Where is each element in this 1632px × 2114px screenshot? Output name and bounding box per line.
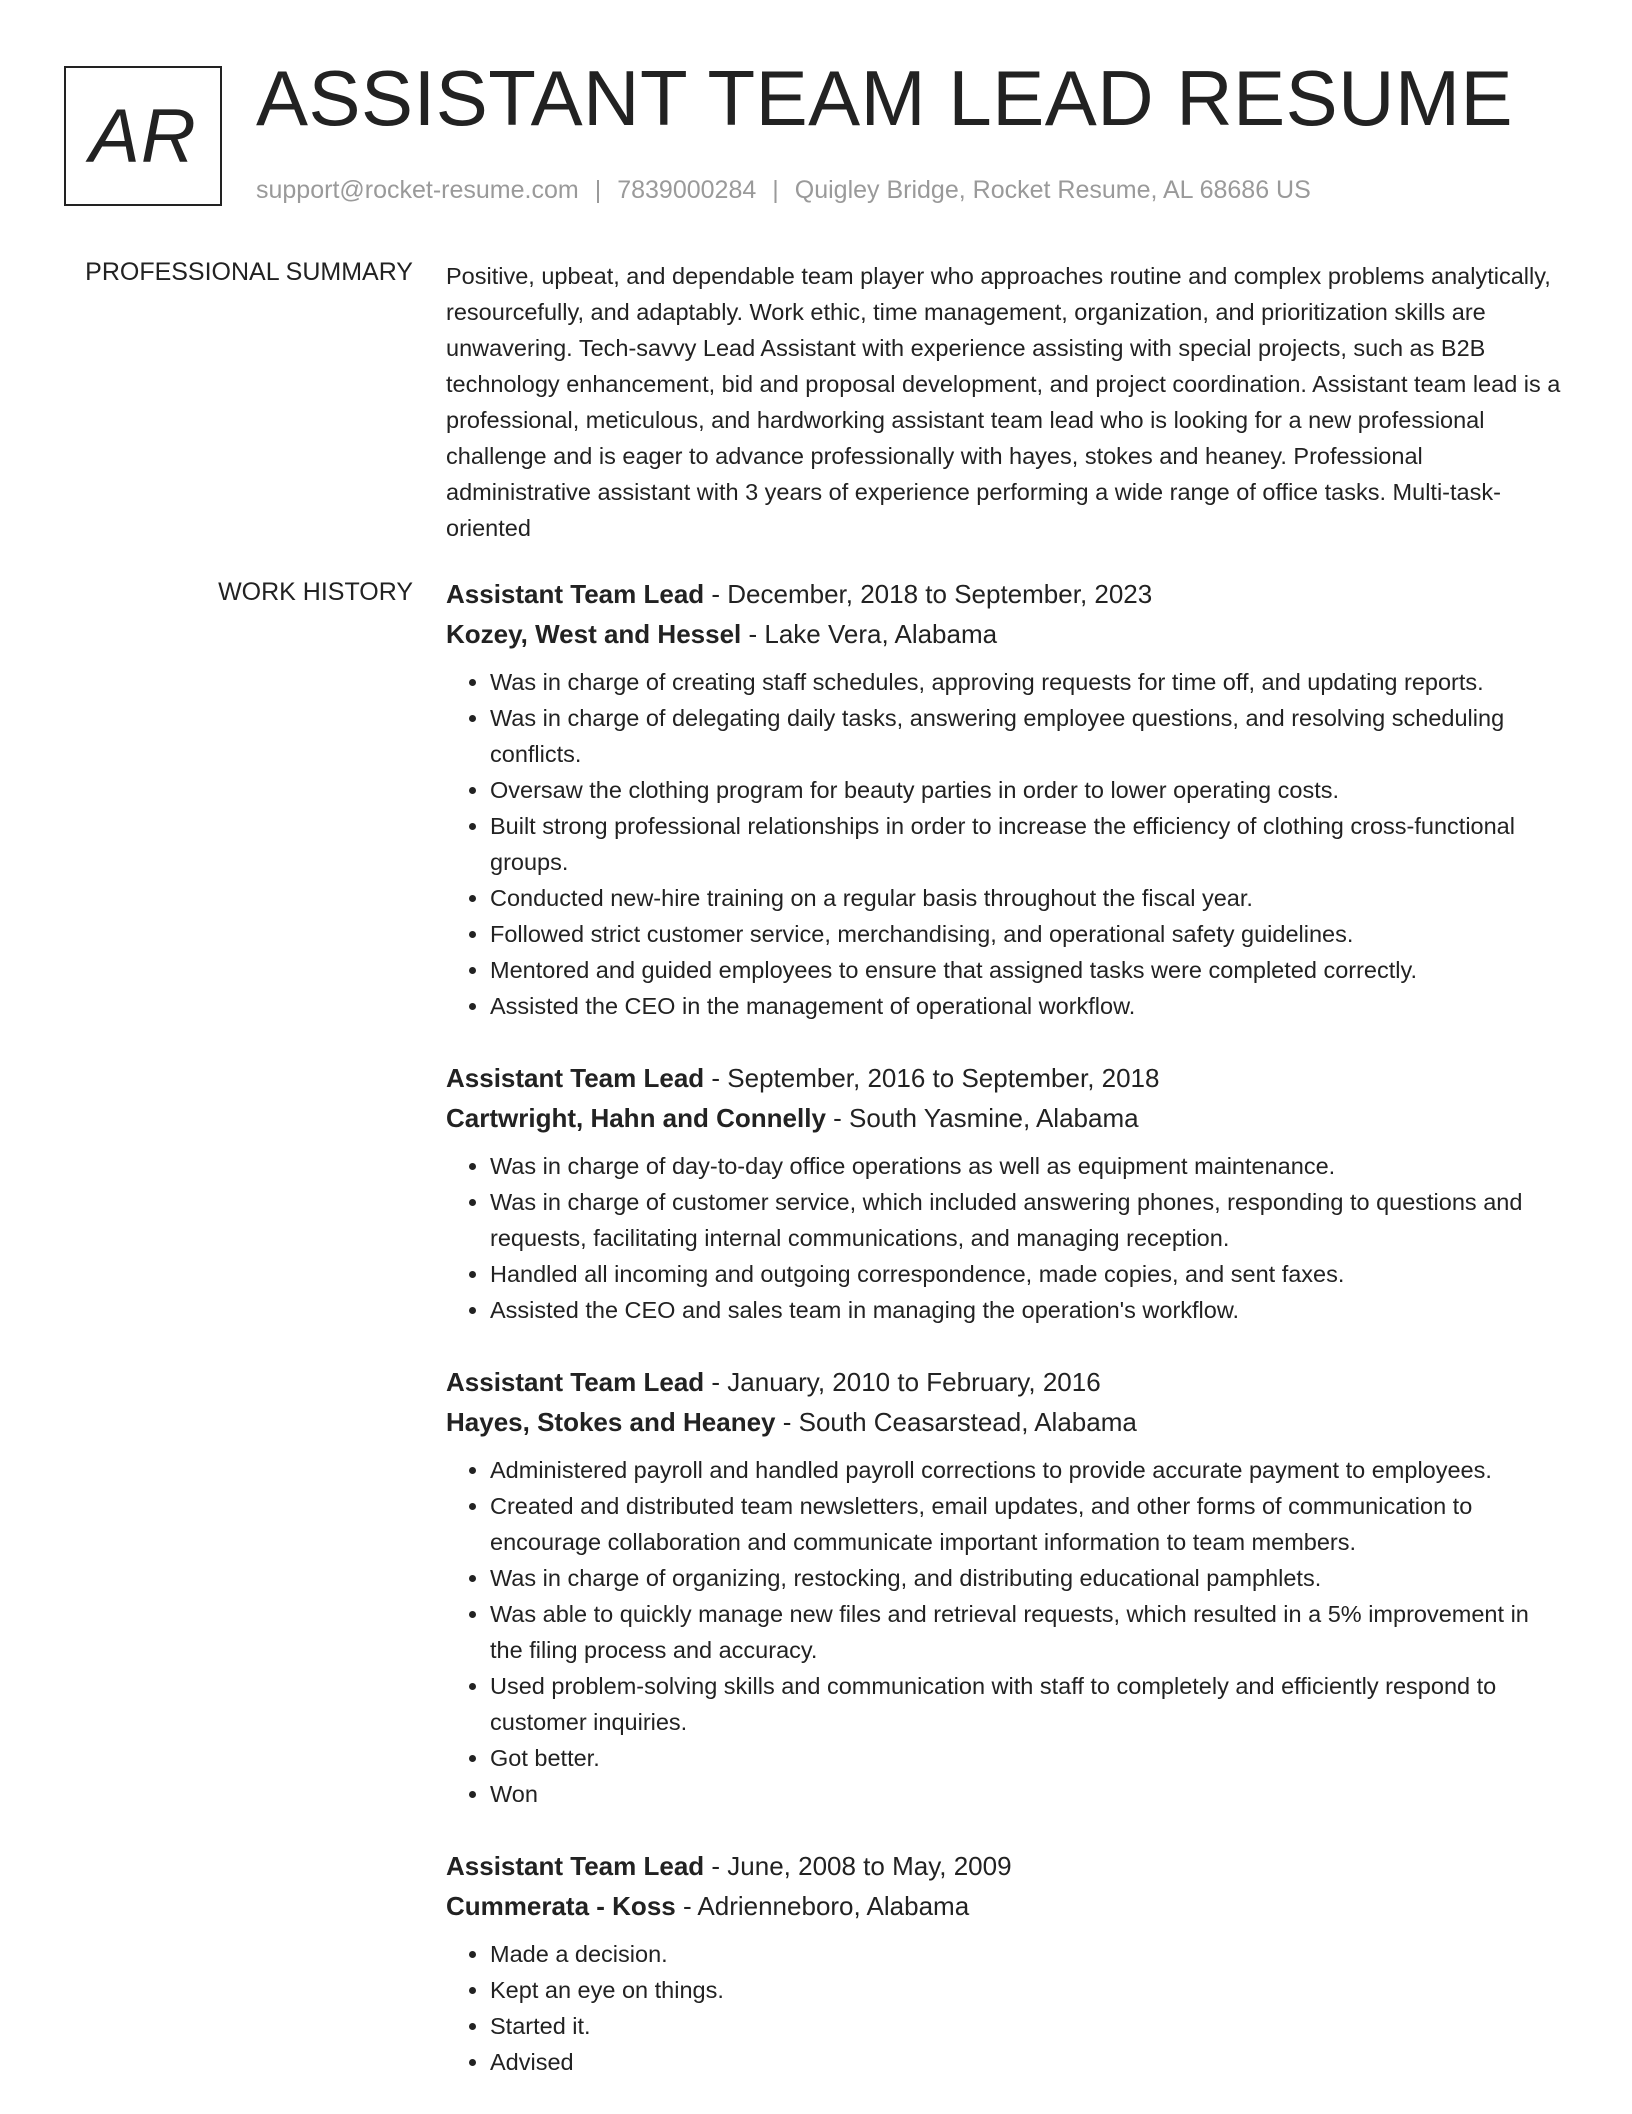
job-title: Assistant Team Lead [446, 1063, 705, 1093]
job-bullet: • Administered payroll and handled payroll corrections to provide accurate payment to employees. [490, 1452, 1564, 1488]
job-title-line [446, 1362, 1564, 1402]
job-location: - Adrienneboro, Alabama [675, 1891, 970, 1921]
job-bullet: • Made a decision. [490, 1936, 1564, 1972]
job-bullet: • Was in charge of organizing, restocking, and distributing educational pamphlets. [490, 1560, 1564, 1596]
job-bullet: • Conducted new-hire training on a regular basis throughout the fiscal year. [490, 880, 1564, 916]
job-bullet: • Advised [490, 2044, 1564, 2080]
work-history-section [446, 574, 1564, 2114]
job-bullet: • Kept an eye on things. [490, 1972, 1564, 2008]
job-company-line [446, 1098, 1564, 1138]
job-company-line [446, 614, 1564, 654]
job-entry [446, 574, 1564, 1024]
contact-phone[interactable]: 7839000284 [617, 176, 757, 204]
job-company: Kozey, West and Hessel [446, 619, 742, 649]
contact-separator: | [772, 176, 779, 204]
job-dates: - June, 2008 to May, 2009 [704, 1851, 1012, 1881]
contact-line [256, 176, 1311, 205]
job-bullet-list [446, 664, 1564, 1024]
summary-section-label: PROFESSIONAL SUMMARY [85, 258, 413, 286]
job-title-line [446, 574, 1564, 614]
job-company-line [446, 1886, 1564, 1926]
job-company: Hayes, Stokes and Heaney [446, 1407, 776, 1437]
job-entry [446, 1362, 1564, 1812]
job-title-line [446, 1058, 1564, 1098]
job-bullet-list [446, 1936, 1564, 2080]
job-bullet: • Mentored and guided employees to ensure that assigned tasks were completed correctly. [490, 952, 1564, 988]
job-bullet-list [446, 1452, 1564, 1812]
job-company-line [446, 1402, 1564, 1442]
job-bullet: • Was in charge of day-to-day office operations as well as equipment maintenance. [490, 1148, 1564, 1184]
job-location: - South Ceasarstead, Alabama [775, 1407, 1137, 1437]
job-title: Assistant Team Lead [446, 1851, 705, 1881]
job-location: - South Yasmine, Alabama [825, 1103, 1139, 1133]
contact-address: Quigley Bridge, Rocket Resume, AL 68686 US [794, 176, 1311, 204]
job-bullet: • Was in charge of creating staff schedules, approving requests for time off, and updating reports. [490, 664, 1564, 700]
job-bullet: • Won [490, 1776, 1564, 1812]
job-bullet: • Got better. [490, 1740, 1564, 1776]
resume-title: ASSISTANT TEAM LEAD RESUME [256, 54, 1513, 142]
job-dates: - December, 2018 to September, 2023 [704, 579, 1153, 609]
job-bullet: • Was in charge of delegating daily tasks, answering employee questions, and resolving scheduling conflicts. [490, 700, 1564, 772]
job-title: Assistant Team Lead [446, 1367, 705, 1397]
job-company: Cummerata - Koss [446, 1891, 676, 1921]
job-title-line [446, 1846, 1564, 1886]
job-bullet: • Created and distributed team newsletters, email updates, and other forms of communication to encourage collaboration and communicate important information to team members. [490, 1488, 1564, 1560]
job-bullet-list [446, 1148, 1564, 1328]
job-location: - Lake Vera, Alabama [741, 619, 998, 649]
job-bullet: • Was in charge of customer service, which included answering phones, responding to questions and requests, facilitating internal communications, and managing reception. [490, 1184, 1564, 1256]
contact-separator: | [594, 176, 602, 204]
job-bullet: • Built strong professional relationships in order to increase the efficiency of clothing cross-functional groups. [490, 808, 1564, 880]
job-dates: - January, 2010 to February, 2016 [704, 1367, 1101, 1397]
job-entry [446, 1058, 1564, 1328]
work-history-section-label: WORK HISTORY [218, 578, 413, 606]
summary-section [446, 258, 1564, 546]
job-bullet: • Handled all incoming and outgoing correspondence, made copies, and sent faxes. [490, 1256, 1564, 1292]
job-bullet: • Oversaw the clothing program for beauty parties in order to lower operating costs. [490, 772, 1564, 808]
job-bullet: • Assisted the CEO in the management of operational workflow. [490, 988, 1564, 1024]
job-bullet: • Started it. [490, 2008, 1564, 2044]
job-title: Assistant Team Lead [446, 579, 705, 609]
job-bullet: • Followed strict customer service, merchandising, and operational safety guidelines. [490, 916, 1564, 952]
job-entry [446, 1846, 1564, 2080]
job-dates: - September, 2016 to September, 2018 [704, 1063, 1160, 1093]
summary-text: Positive, upbeat, and dependable team player who approaches routine and complex problems analytically, resourcefully, and adaptably. Work ethic, time management, organization, and prioritization skills are unwavering. Tech-savvy Lead Assistant with experience assisting with special projects, such as B2B technology enhancement, bid and proposal development, and project coordination. Assistant team lead is a professional, meticulous, and hardworking assistant team lead who is looking for a new professional challenge and is eager to advance professionally with hayes, stokes and heaney. Professional administrative assistant with 3 years of experience performing a wide range of office tasks. Multi-task-oriented [446, 263, 1561, 541]
job-bullet: • Used problem-solving skills and communication with staff to completely and efficiently respond to customer inquiries. [490, 1668, 1564, 1740]
job-company: Cartwright, Hahn and Connelly [446, 1103, 826, 1133]
contact-email[interactable]: support@rocket-resume.com [256, 176, 579, 204]
job-bullet: • Assisted the CEO and sales team in managing the operation's workflow. [490, 1292, 1564, 1328]
job-bullet: • Was able to quickly manage new files and retrieval requests, which resulted in a 5% improvement in the filing process and accuracy. [490, 1596, 1564, 1668]
monogram-badge: AR [64, 66, 222, 206]
